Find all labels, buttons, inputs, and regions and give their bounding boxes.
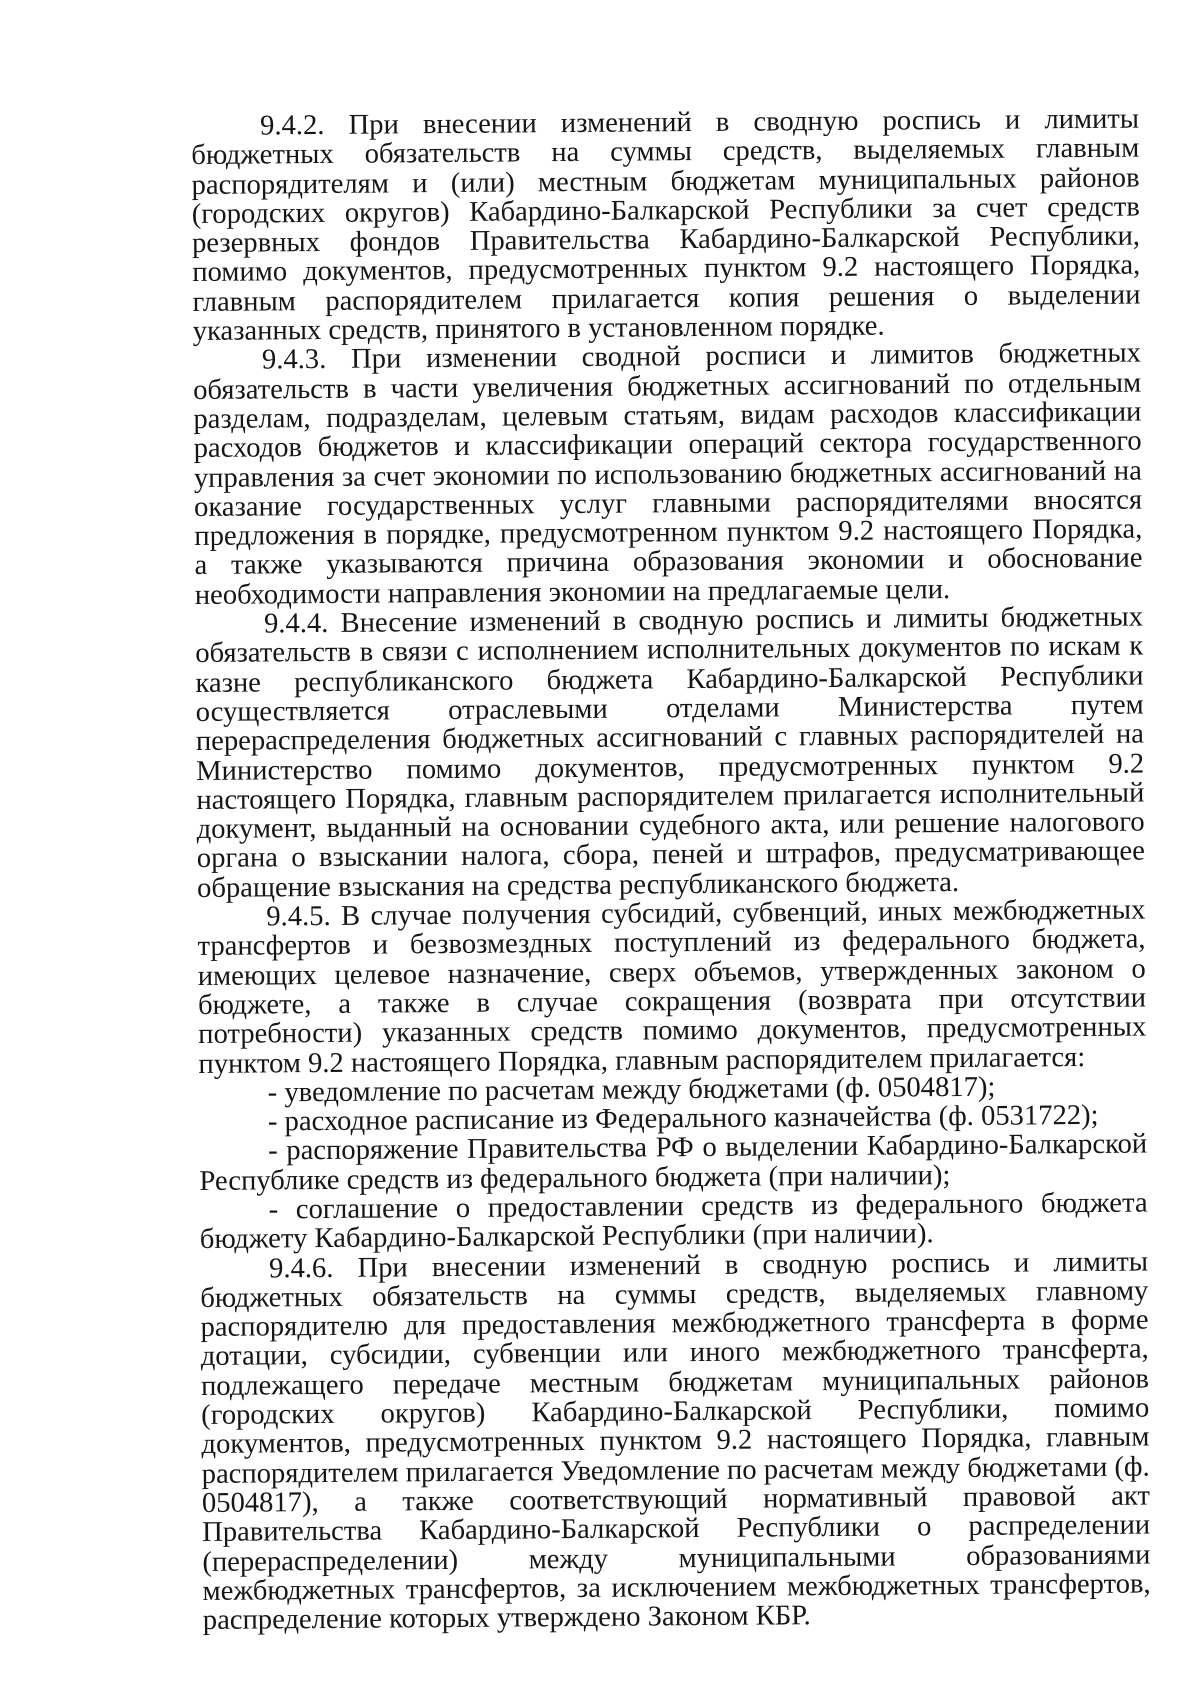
- list-item-notification: - уведомление по расчетам между бюджетами (ф. 0504817);: [267, 1071, 996, 1109]
- list-item-expense-schedule: - расходное расписание из Федерального казначейства (ф. 0531722);: [267, 1099, 1099, 1138]
- document-body: [191, 105, 1151, 1636]
- paragraph-9-4-2: 9.4.2. При внесении изменений в сводную роспись и лимиты бюджетных обязательств на суммы средств, выделяемых главным распорядителям и (или) местным бюджетам муниципальных районов (городских округов) Кабардино-Балкарской Республики за счет средств резервных фондов Правительства Кабардино-Балкарской Республики, помимо документов, предусмотренных пунктом 9.2 настоящего Порядка, главным распорядителем прилагается копия решения о выделении указанных средств, принятого в установленном порядке.: [191, 103, 1141, 348]
- paragraph-9-4-6: 9.4.6. При внесении изменений в сводную роспись и лимиты бюджетных обязательств на суммы средств, выделяемых главному распорядителю для предоставления межбюджетного трансферта в форме дотации, субсидии, субвенции или иного межбюджетного трансферта, подлежащего передаче местным бюджетам муниципальных районов (городских округов) Кабардино-Балкарской Республики, помимо документов, предусмотренных пунктом 9.2 настоящего Порядка, главным распорядителем прилагается Уведомление по расчетам между бюджетами (ф. 0504817), а также соответствующий нормативный правовой акт Правительства Кабардино-Балкарской Республики о распределении (перераспределении) между муниципальными образованиями межбюджетных трансфертов, за исключением межбюджетных трансфертов, распределение которых утверждено Законом КБР.: [200, 1246, 1151, 1637]
- paragraph-9-4-4: 9.4.4. Внесение изменений в сводную роспись и лимиты бюджетных обязательств в связи с исполнением исполнительных документов по искам к казне республиканского бюджета Кабардино-Балкарской Республики осуществляется отраслевыми отделами Министерства путем перераспределения бюджетных ассигнований с главных распорядителей на Министерство помимо документов, предусмотренных пунктом 9.2 настоящего Порядка, главным распорядителем прилагается исполнительный документ, выданный на основании судебного акта, или решение налогового органа о взыскании налога, сбора, пеней и штрафов, предусматривающее обращение взыскания на средства республиканского бюджета.: [195, 601, 1145, 904]
- paragraph-9-4-5: 9.4.5. В случае получения субсидий, субвенций, иных межбюджетных трансфертов и безвозмездных поступлений из федерального бюджета, имеющих целевое назначение, сверх объемов, утвержденных законом о бюджете, а также в случае сокращения (возврата при отсутствии потребности) указанных средств помимо документов, предусмотренных пунктом 9.2 настоящего Порядка, главным распорядителем прилагается:: [197, 894, 1147, 1080]
- list-item-agreement: - соглашение о предоставлении средств из федерального бюджета бюджету Кабардино-Балкарской Республики (при наличии).: [199, 1187, 1148, 1256]
- paragraph-9-4-3: 9.4.3. При изменении сводной росписи и лимитов бюджетных обязательств в части увеличения бюджетных ассигнований по отдельным разделам, подразделам, целевым статьям, видам расходов классификации расходов бюджетов и классификации операций сектора государственного управления за счет экономии по использованию бюджетных ассигнований на оказание государственных услуг главными распорядителями вносятся предложения в порядке, предусмотренном пунктом 9.2 настоящего Порядка, а также указываются причина образования экономии и обоснование необходимости направления экономии на предлагаемые цели.: [193, 337, 1143, 611]
- list-item-government-order: - распоряжение Правительства РФ о выделении Кабардино-Балкарской Республике средств из федерального бюджета (при наличии);: [199, 1128, 1148, 1197]
